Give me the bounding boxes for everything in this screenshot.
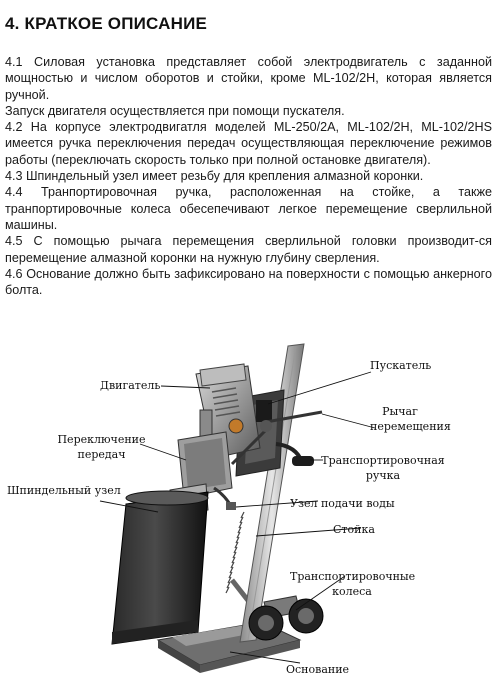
section-title: 4. КРАТКОЕ ОПИСАНИЕ	[5, 14, 208, 33]
label-wheels	[290, 569, 414, 599]
label-stand: Стойка	[333, 523, 375, 536]
water-feed	[214, 488, 236, 510]
label-spindle: Шпиндельный узел	[7, 484, 121, 497]
core-bit	[112, 491, 208, 644]
paragraph-4-4: 4.4 Транпортировочная ручка, расположенная на стойке, а также транпортировочные колеса обесепечивают легкое перемещение сверлильной машины.	[5, 185, 492, 232]
label-gear-switch-line2: передач	[77, 448, 126, 461]
label-gear-switch	[49, 432, 154, 462]
paragraph-4-2: 4.2 На корпусе электродвигатля моделей ML-250/2A, ML-102/2H, ML-102/2HS имеется ручка переключения передач осуществляющая переключение режимов работы (переключать скорость только при полной остановке двигателя).	[5, 120, 492, 167]
label-handle	[318, 453, 448, 483]
paragraph-4-5: 4.5 С помощью рычага перемещения сверлильной головки производит-ся перемещение алмазной коронки на нужную глубину сверления.	[5, 234, 492, 265]
paragraph-4-1: 4.1 Силовая установка представляет собой электродвигатель с заданной мощностью и числом оборотов и стойки, кроме ML-102/2H, которая является ручной.	[5, 55, 492, 102]
label-handle-line1: Транспортировочная	[321, 454, 445, 467]
label-wheels-line1: Транспортировочные	[290, 570, 416, 583]
label-lever-line1: Рычаг	[382, 405, 418, 418]
drill-illustration	[0, 340, 500, 700]
paragraph-4-6: 4.6 Основание должно быть зафиксировано на поверхности с помощью анкерного болта.	[5, 266, 492, 298]
drill-diagram	[0, 340, 500, 700]
paragraph-4-3: 4.3 Шпиндельный узел имеет резьбу для крепления алмазной коронки.	[5, 169, 424, 184]
label-water-feed: Узел подачи воды	[290, 497, 395, 510]
label-lever-line2: перемещения	[370, 420, 451, 433]
label-wheels-line2: колеса	[332, 585, 372, 598]
label-lever	[370, 404, 451, 434]
label-motor: Двигатель	[100, 379, 161, 392]
label-handle-line2: ручка	[365, 469, 401, 482]
paragraph-starter: Запуск двигателя осуществляется при помощи пускателя.	[5, 103, 345, 118]
label-gear-switch-line1: Переключение	[57, 433, 146, 446]
label-base: Основание	[286, 663, 350, 676]
label-starter: Пускатель	[370, 359, 432, 372]
description-text	[5, 54, 492, 298]
